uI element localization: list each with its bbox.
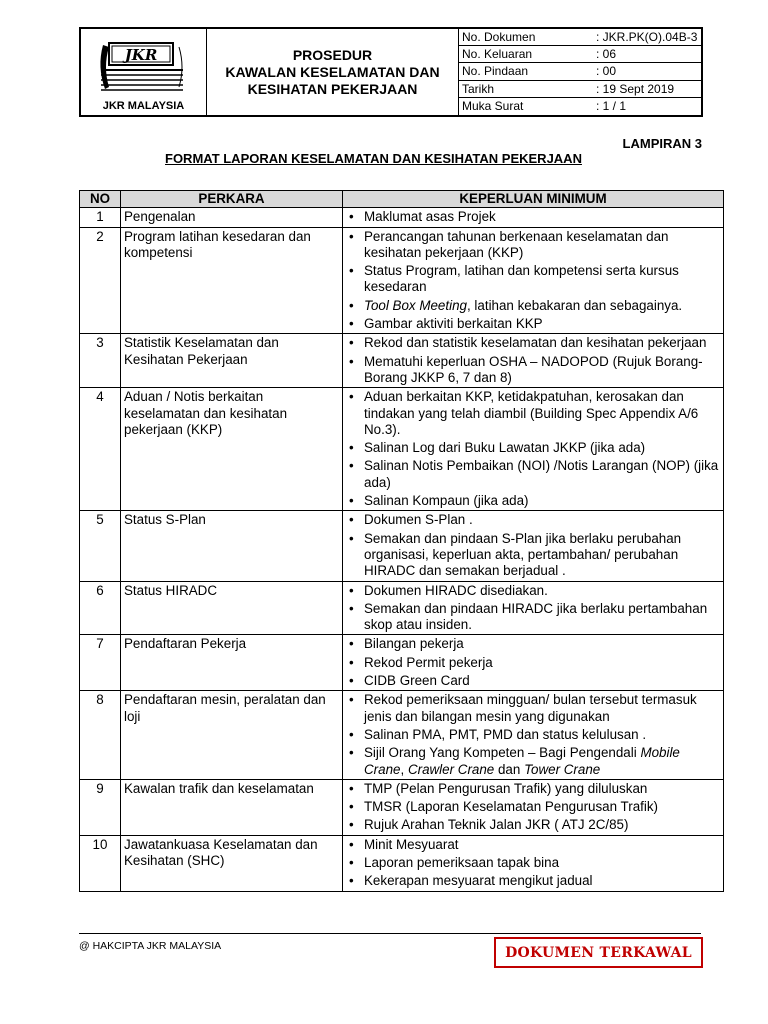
row-perkara: Program latihan kesedaran dan kompetensi (121, 227, 343, 334)
row-number: 8 (80, 691, 121, 779)
logo-caption: JKR MALAYSIA (102, 100, 185, 112)
controlled-document-stamp: DOKUMEN TERKAWAL (494, 937, 703, 968)
row-perkara: Pendaftaran Pekerja (121, 635, 343, 691)
meta-row (459, 46, 701, 63)
requirement-item: • Bilangan pekerja (364, 636, 720, 652)
table-row (80, 208, 724, 227)
row-number: 10 (80, 835, 121, 891)
requirement-item: • Sijil Orang Yang Kompeten – Bagi Pengendali Mobile Crane, Crawler Crane dan Tower Crane (364, 745, 720, 778)
row-keperluan (343, 208, 724, 227)
row-perkara: Statistik Keselamatan dan Kesihatan Pekerjaan (121, 334, 343, 388)
requirement-item: • Kekerapan mesyuarat mengikut jadual (364, 873, 720, 889)
logo-cell (81, 29, 207, 115)
row-number: 4 (80, 388, 121, 511)
requirement-list (346, 837, 720, 890)
row-perkara: Kawalan trafik dan keselamatan (121, 779, 343, 835)
requirement-item: • Rujuk Arahan Teknik Jalan JKR ( ATJ 2C/85) (364, 817, 720, 833)
requirement-list (346, 692, 720, 777)
requirement-item: • Gambar aktiviti berkaitan KKP (364, 316, 720, 332)
meta-value: : 00 (596, 64, 617, 79)
row-perkara: Status HIRADC (121, 581, 343, 635)
requirement-item: • Rekod Permit pekerja (364, 655, 720, 671)
row-keperluan (343, 691, 724, 779)
requirement-item: • CIDB Green Card (364, 673, 720, 689)
logo-text: JKR (124, 46, 158, 64)
meta-row (459, 81, 701, 98)
row-keperluan (343, 511, 724, 581)
table-row (80, 691, 724, 779)
table-row (80, 227, 724, 334)
procedure-title-line: KAWALAN KESELAMATAN DAN (225, 63, 440, 80)
requirement-list (346, 583, 720, 634)
requirement-item: • Salinan Log dari Buku Lawatan JKKP (jika ada) (364, 440, 720, 456)
meta-value: : JKR.PK(O).04B-3 (596, 30, 698, 45)
requirement-item: • Status Program, latihan dan kompetensi serta kursus kesedaran (364, 263, 720, 296)
table-row (80, 581, 724, 635)
meta-value: : 1 / 1 (596, 99, 627, 114)
requirement-list (346, 335, 720, 386)
row-keperluan (343, 635, 724, 691)
meta-value: : 19 Sept 2019 (596, 81, 675, 96)
meta-label: No. Keluaran (462, 47, 533, 62)
requirement-list (346, 781, 720, 834)
requirement-list (346, 512, 720, 579)
column-header-perkara: PERKARA (121, 191, 343, 208)
column-header-keperluan: KEPERLUAN MINIMUM (343, 191, 724, 208)
row-number: 7 (80, 635, 121, 691)
copyright-text: @ HAKCIPTA JKR MALAYSIA (79, 940, 222, 952)
requirement-list (346, 636, 720, 689)
table-row (80, 779, 724, 835)
requirement-item: • TMSR (Laporan Keselamatan Pengurusan Trafik) (364, 799, 720, 815)
row-keperluan (343, 581, 724, 635)
column-header-no: NO (80, 191, 121, 208)
row-number: 9 (80, 779, 121, 835)
meta-label: Muka Surat (462, 99, 524, 114)
document-title: FORMAT LAPORAN KESELAMATAN DAN KESIHATAN PEKERJAAN (165, 151, 582, 166)
requirements-table (79, 190, 724, 892)
row-number: 5 (80, 511, 121, 581)
row-perkara: Status S-Plan (121, 511, 343, 581)
footer-divider (79, 933, 701, 934)
row-keperluan (343, 388, 724, 511)
requirement-item: • Tool Box Meeting, latihan kebakaran dan sebagainya. (364, 298, 720, 314)
meta-value: : 06 (596, 47, 617, 62)
meta-row (459, 98, 701, 115)
row-keperluan (343, 227, 724, 334)
requirement-item: • Salinan Kompaun (jika ada) (364, 493, 720, 509)
jkr-logo-icon (95, 37, 191, 107)
requirement-item: • Semakan dan pindaan S-Plan jika berlaku perubahan organisasi, keperluan akta, pertambahan/ perubahan HIRADC dan semakan berjadual . (364, 531, 720, 580)
table-row (80, 334, 724, 388)
procedure-title-line: PROSEDUR (292, 46, 373, 63)
table-row (80, 835, 724, 891)
requirement-item: • Rekod dan statistik keselamatan dan kesihatan pekerjaan (364, 335, 720, 351)
meta-label: Tarikh (462, 81, 495, 96)
requirement-item: • Maklumat asas Projek (364, 209, 720, 225)
requirement-item: • Mematuhi keperluan OSHA – NADOPOD (Rujuk Borang-Borang JKKP 6, 7 dan 8) (364, 354, 720, 387)
requirement-list (346, 229, 720, 333)
meta-label: No. Dokumen (462, 30, 536, 45)
document-meta (459, 29, 701, 115)
requirement-item: • Dokumen HIRADC disediakan. (364, 583, 720, 599)
table-row (80, 388, 724, 511)
procedure-title-line: KESIHATAN PEKERJAAN (247, 80, 418, 97)
row-perkara: Pendaftaran mesin, peralatan dan loji (121, 691, 343, 779)
row-number: 3 (80, 334, 121, 388)
appendix-label: LAMPIRAN 3 (622, 136, 702, 151)
requirement-item: • Perancangan tahunan berkenaan keselamatan dan kesihatan pekerjaan (KKP) (364, 229, 720, 262)
requirement-item: • Laporan pemeriksaan tapak bina (364, 855, 720, 871)
meta-label: No. Pindaan (462, 64, 529, 79)
requirement-item: • Aduan berkaitan KKP, ketidakpatuhan, kerosakan dan tindakan yang telah diambil (Building Spec Appendix A/6 No.3). (364, 389, 720, 438)
procedure-title (207, 29, 459, 115)
row-number: 1 (80, 208, 121, 227)
meta-row (459, 63, 701, 80)
table-row (80, 511, 724, 581)
requirement-item: • Rekod pemeriksaan mingguan/ bulan tersebut termasuk jenis dan bilangan mesin yang digunakan (364, 692, 720, 725)
document-header (79, 27, 703, 117)
row-keperluan (343, 835, 724, 891)
table-body (80, 208, 724, 891)
requirement-item: • Dokumen S-Plan . (364, 512, 720, 528)
requirement-item: • Semakan dan pindaan HIRADC jika berlaku pertambahan skop atau insiden. (364, 601, 720, 634)
row-perkara: Pengenalan (121, 208, 343, 227)
row-perkara: Jawatankuasa Keselamatan dan Kesihatan (SHC) (121, 835, 343, 891)
requirement-item: • Minit Mesyuarat (364, 837, 720, 853)
requirement-item: • Salinan PMA, PMT, PMD dan status kelulusan . (364, 727, 720, 743)
row-keperluan (343, 779, 724, 835)
requirement-item: • Salinan Notis Pembaikan (NOI) /Notis Larangan (NOP) (jika ada) (364, 458, 720, 491)
row-number: 2 (80, 227, 121, 334)
meta-row (459, 29, 701, 46)
table-header-row (80, 191, 724, 208)
requirement-list (346, 209, 720, 225)
row-number: 6 (80, 581, 121, 635)
requirement-item: • TMP (Pelan Pengurusan Trafik) yang diluluskan (364, 781, 720, 797)
row-keperluan (343, 334, 724, 388)
table-row (80, 635, 724, 691)
requirement-list (346, 389, 720, 509)
row-perkara: Aduan / Notis berkaitan keselamatan dan kesihatan pekerjaan (KKP) (121, 388, 343, 511)
